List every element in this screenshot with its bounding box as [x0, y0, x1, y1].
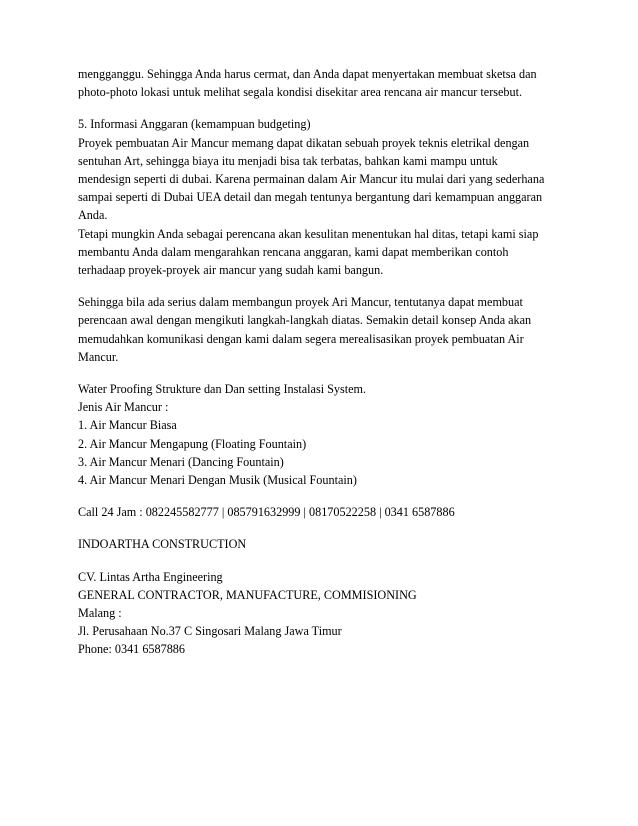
text-line: Proyek pembuatan Air Mancur memang dapat dikatan sebuah proyek teknis eletrikal dengan: [78, 135, 530, 150]
list-item: 3. Air Mancur Menari (Dancing Fountain): [78, 454, 284, 469]
text-line: sentuhan Art, sehingga biaya itu menjadi bisa tak terbatas, bahkan kami mampu untuk: [78, 153, 498, 168]
text-line: photo-photo lokasi untuk melihat segala kondisi disekitar area rencana air mancur tersebut.: [78, 85, 523, 100]
phone-line: Phone: 0341 6587886: [78, 642, 185, 657]
list-item: 4. Air Mancur Menari Dengan Musik (Musical Fountain): [78, 473, 357, 488]
text-line: Sehingga bila ada serius dalam membangun proyek Ari Mancur, tentutanya dapat membuat: [78, 295, 523, 310]
company-legal-name: CV. Lintas Artha Engineering: [78, 569, 223, 584]
text-line: mendesign seperti di dubai. Karena permainan dalam Air Mancur itu mulai dari yang sederhana: [78, 172, 545, 187]
text-line: mengganggu. Sehingga Anda harus cermat, dan Anda dapat menyertakan membuat sketsa dan: [78, 67, 537, 81]
text-line: memudahkan komunikasi dengan kami dalam segera merealisasikan proyek pembuatan Air: [78, 331, 524, 346]
text-line: membantu Anda dalam mengarahkan rencana anggaran, kami dapat memberikan contoh: [78, 244, 509, 259]
list-heading: Jenis Air Mancur :: [78, 400, 169, 415]
paragraph-gap: [78, 554, 578, 568]
city-label: Malang :: [78, 606, 122, 621]
text-line: Tetapi mungkin Anda sebagai perencana akan kesulitan menentukan hal ditas, tetapi kami siap: [78, 226, 539, 241]
text-line: perencaan awal dengan mengikuti langkah-langkah diatas. Semakin detail konsep Anda akan: [78, 313, 532, 328]
company-services: GENERAL CONTRACTOR, MANUFACTURE, COMMISIONING: [78, 587, 417, 602]
text-line: Water Proofing Strukture dan Dan setting Instalasi System.: [78, 382, 367, 397]
list-item: 2. Air Mancur Mengapung (Floating Fountain): [78, 436, 307, 451]
text-line: sampai seperti di Dubai UEA detail dan megah tentunya bergantung dari kemampuan anggaran: [78, 190, 543, 205]
company-name: INDOARTHA CONSTRUCTION: [78, 537, 247, 552]
paragraph-gap: [78, 366, 578, 380]
address-line: Jl. Perusahaan No.37 C Singosari Malang Jawa Timur: [78, 624, 342, 639]
phone-numbers: Call 24 Jam : 082245582777 | 085791632999 | 08170522258 | 0341 6587886: [78, 505, 455, 520]
paragraph-budget: [78, 115, 578, 279]
paragraph-call: [78, 503, 578, 521]
paragraph-conclusion: [78, 293, 578, 366]
section-heading: 5. Informasi Anggaran (kemampuan budgeting): [78, 117, 311, 132]
paragraph-intro: [78, 65, 578, 101]
text-line: Mancur.: [78, 349, 119, 364]
paragraph-gap: [78, 521, 578, 535]
text-line: Anda.: [78, 208, 108, 223]
paragraph-contact: [78, 568, 578, 659]
paragraph-fountain-types: [78, 380, 578, 489]
paragraph-gap: [78, 279, 578, 293]
paragraph-gap: [78, 101, 578, 115]
document-page: [78, 65, 578, 659]
list-item: 1. Air Mancur Biasa: [78, 418, 177, 433]
paragraph-gap: [78, 489, 578, 503]
text-line: terhadaap proyek-proyek air mancur yang sudah kami bangun.: [78, 263, 384, 278]
paragraph-company: [78, 535, 578, 553]
